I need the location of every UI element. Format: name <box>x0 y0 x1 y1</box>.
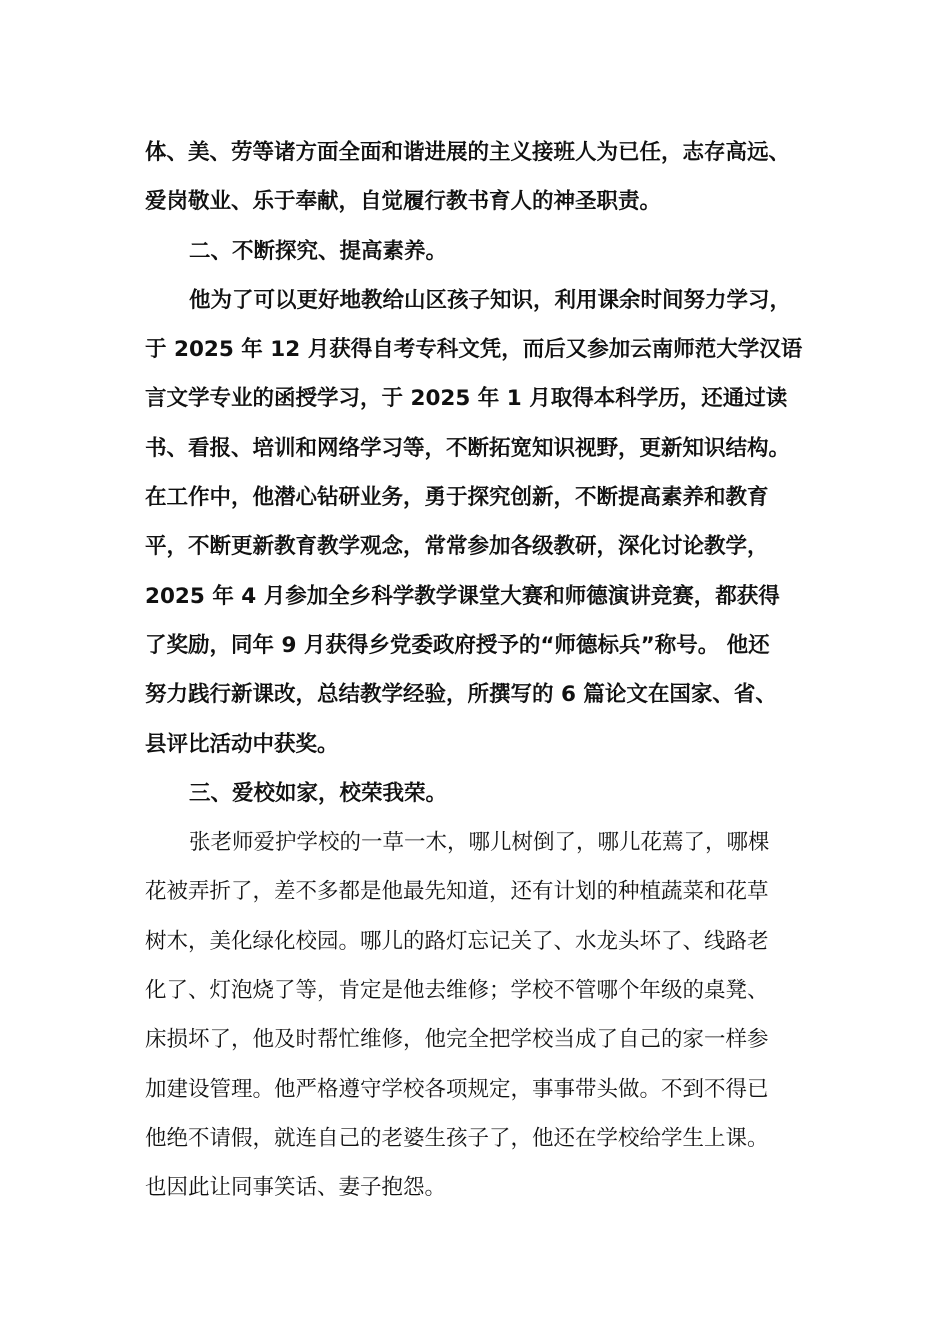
text-line: 树木，美化绿化校园。哪儿的路灯忘记关了、水龙头坏了、线路老 <box>145 928 769 954</box>
text-line: 在工作中，他潜心钻研业务，勇于探究创新，不断提高素养和教育 <box>145 485 769 511</box>
text-line: 言文学专业的函授学习，于 2025 年 1 月取得本科学历，还通过读 <box>145 386 788 412</box>
document-body <box>145 128 813 1213</box>
text-line: 爱岗敬业、乐于奉献，自觉履行教书育人的神圣职责。 <box>145 189 662 215</box>
text-line: 化了、灯泡烧了等，肯定是他去维修；学校不管哪个年级的桌凳、 <box>145 978 769 1004</box>
text-line: 他绝不请假，就连自己的老婆生孩子了，他还在学校给学生上课。 <box>145 1125 769 1151</box>
text-line: 床损坏了，他及时帮忙维修，他完全把学校当成了自己的家一样参 <box>145 1027 769 1053</box>
text-line: 于 2025 年 12 月获得自考专科文凭，而后又参加云南师范大学汉语 <box>145 337 803 363</box>
section-heading: 二、不断探究、提高素养。 <box>189 238 448 264</box>
paragraph-first-line: 张老师爱护学校的一草一木，哪儿树倒了，哪儿花蔫了，哪棵 <box>189 830 770 856</box>
section-heading: 三、爱校如家，校荣我荣。 <box>189 780 448 806</box>
text-line: 县评比活动中获奖。 <box>145 731 339 757</box>
text-line: 努力践行新课改，总结教学经验，所撰写的 6 篇论文在国家、省、 <box>145 682 777 708</box>
text-line: 也因此让同事笑话、妻子抱怨。 <box>145 1175 447 1201</box>
text-line: 了奖励，同年 9 月获得乡党委政府授予的“师德标兵”称号。 他还 <box>145 632 770 658</box>
text-line: 2025 年 4 月参加全乡科学教学课堂大赛和师德演讲竞赛，都获得 <box>145 583 780 609</box>
text-line: 花被弄折了，差不多都是他最先知道，还有计划的种植蔬菜和花草 <box>145 879 769 905</box>
text-line: 平，不断更新教育教学观念，常常参加各级教研，深化讨论教学， <box>145 534 769 560</box>
text-line: 加建设管理。他严格遵守学校各项规定，事事带头做。不到不得已 <box>145 1076 769 1102</box>
text-line: 书、看报、培训和网络学习等，不断拓宽知识视野，更新知识结构。 <box>145 435 791 461</box>
paragraph-first-line: 他为了可以更好地教给山区孩子知识，利用课余时间努力学习， <box>189 287 792 313</box>
text-line: 体、美、劳等诸方面全面和谐进展的主义接班人为已任，志存高远、 <box>145 140 791 165</box>
